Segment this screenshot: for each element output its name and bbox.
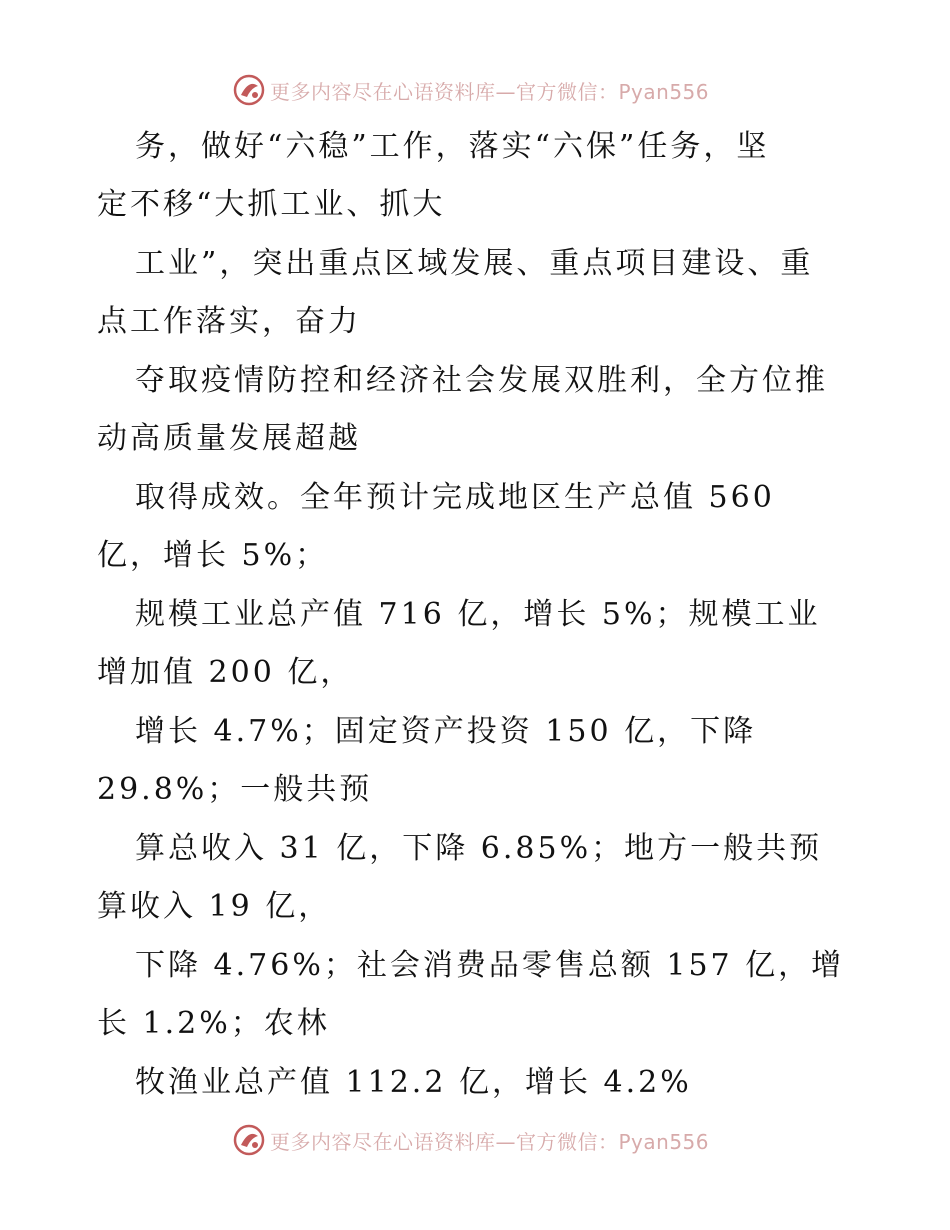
watermark-header xyxy=(232,70,709,110)
text-line: 点工作落实，奋力 xyxy=(97,304,361,339)
text-line: 动高质量发展超越 xyxy=(97,421,361,456)
text-line: 下降 4.76%；社会消费品零售总额 157 亿，增 xyxy=(135,948,845,983)
text-line: 工业”，突出重点区域发展、重点项目建设、重 xyxy=(135,246,814,281)
text-line: 算收入 19 亿， xyxy=(97,889,332,924)
seal-logo-icon xyxy=(232,1123,266,1157)
text-line: 牧渔业总产值 112.2 亿，增长 4.2% xyxy=(135,1065,692,1100)
text-line: 规模工业总产值 716 亿，增长 5%；规模工业 xyxy=(135,597,821,632)
watermark-footer xyxy=(232,1120,709,1160)
text-line: 增加值 200 亿， xyxy=(97,655,354,690)
text-line: 务，做好“六稳”工作，落实“六保”任务，坚 xyxy=(135,129,770,164)
text-line: 定不移“大抓工业、抓大 xyxy=(97,187,446,222)
text-line: 长 1.2%；农林 xyxy=(97,1006,330,1041)
watermark-text: 更多内容尽在心语资料库—官方微信：Pyan556 xyxy=(270,79,710,104)
text-line: 算总收入 31 亿，下降 6.85%；地方一般共预 xyxy=(135,831,823,866)
text-line: 取得成效。全年预计完成地区生产总值 560 xyxy=(135,480,775,515)
text-line: 夺取疫情防控和经济社会发展双胜利，全方位推 xyxy=(135,363,828,398)
watermark-text: 更多内容尽在心语资料库—官方微信：Pyan556 xyxy=(270,1129,710,1154)
text-line: 亿，增长 5%； xyxy=(97,538,329,573)
seal-logo-icon xyxy=(232,73,266,107)
text-line: 增长 4.7%；固定资产投资 150 亿，下降 xyxy=(135,714,757,749)
text-line: 29.8%；一般共预 xyxy=(97,772,373,807)
